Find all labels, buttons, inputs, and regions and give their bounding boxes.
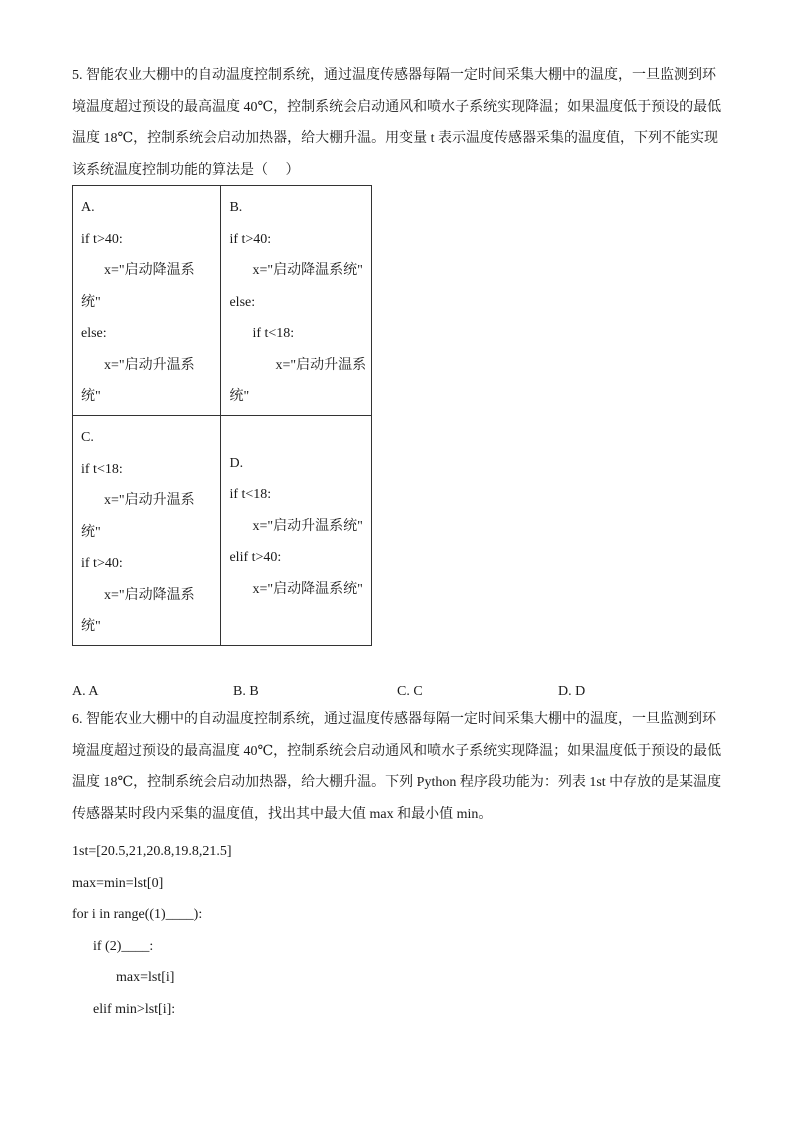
code-line: if t>40: (229, 231, 272, 247)
code-line: x="启动升温系 (104, 357, 195, 373)
option-d-label: D. (229, 455, 244, 471)
code-line: if t>40: (81, 556, 123, 571)
code-line: else: (81, 326, 107, 341)
code-line: 统" (81, 524, 101, 540)
option-d-cell (221, 416, 372, 646)
option-a-cell (73, 186, 221, 416)
code-line: x="启动降温系统" (252, 581, 363, 597)
code-line: x="启动升温系统" (252, 518, 363, 534)
question-5-line: 温度 18℃，控制系统会启动加热器，给大棚升温。用变量 t 表示温度传感器采集的温度值，下列不能实现 (72, 131, 719, 146)
code-line: x="启动升温系 (104, 493, 195, 508)
code-line: if t<18: (81, 461, 123, 477)
code-line: 统" (81, 619, 101, 634)
question-6-stem (72, 704, 724, 830)
code-line: x="启动升温系 (275, 357, 367, 373)
code-line: x="启动降温系 (104, 263, 195, 278)
code-line: for i in range((1)____): (72, 907, 203, 922)
code-line: 1st=[20.5,21,20.8,19.8,21.5] (72, 844, 232, 859)
option-a-label: A. (81, 200, 95, 215)
question-6-line: 温度 18℃，控制系统会启动加热器，给大棚升温。下列 Python 程序段功能为：列表 1st 中存放的是某温度 (72, 775, 722, 790)
question-6-line: 传感器某时段内采集的温度值，找出其中最大值 max 和最小值 min。 (72, 806, 493, 822)
code-line: elif min>lst[i]: (93, 1001, 176, 1017)
code-line: if t<18: (252, 326, 295, 341)
question-6-line: 境温度超过预设的最高温度 40℃，控制系统会启动通风和喷水子系统实现降温；如果温度低于预设的最低 (72, 743, 722, 759)
question-5-stem (72, 60, 724, 186)
code-line: else: (229, 294, 256, 310)
code-line: 统" (229, 389, 250, 404)
code-line: elif t>40: (229, 550, 282, 565)
option-b-cell (221, 186, 372, 416)
option-c-label: C. (81, 430, 94, 445)
code-line: x="启动降温系 (104, 587, 195, 603)
code-line: 统" (81, 389, 101, 404)
choice-b[interactable]: B. B (233, 684, 259, 699)
spacer (229, 416, 371, 448)
code-line: 统" (81, 294, 101, 310)
question-6-line: 6. 智能农业大棚中的自动温度控制系统，通过温度传感器每隔一定时间采集大棚中的温度，一旦监测到环 (72, 712, 716, 727)
answer-choices (0, 680, 794, 704)
question-5-line: 境温度超过预设的最高温度 40℃，控制系统会启动通风和喷水子系统实现降温；如果温度低于预设的最低 (72, 99, 722, 115)
code-line: if t<18: (229, 487, 272, 502)
code-line: x="启动降温系统" (252, 263, 363, 278)
choice-c[interactable]: C. C (397, 684, 423, 699)
choice-d[interactable]: D. D (558, 684, 586, 699)
code-line: max=lst[i] (116, 970, 175, 985)
question-5-line: 5. 智能农业大棚中的自动温度控制系统，通过温度传感器每隔一定时间采集大棚中的温度，一旦监测到环 (72, 68, 716, 83)
choice-a[interactable]: A. A (72, 684, 99, 699)
option-b-label: B. (229, 200, 243, 215)
code-line: if t>40: (81, 231, 123, 247)
question-6-code (72, 836, 724, 1025)
option-c-cell (73, 416, 221, 646)
code-line: max=min=lst[0] (72, 875, 164, 891)
code-line: if (2)____: (93, 938, 154, 954)
question-5-line: 该系统温度控制功能的算法是（ ） (72, 162, 300, 178)
options-table (72, 185, 372, 646)
